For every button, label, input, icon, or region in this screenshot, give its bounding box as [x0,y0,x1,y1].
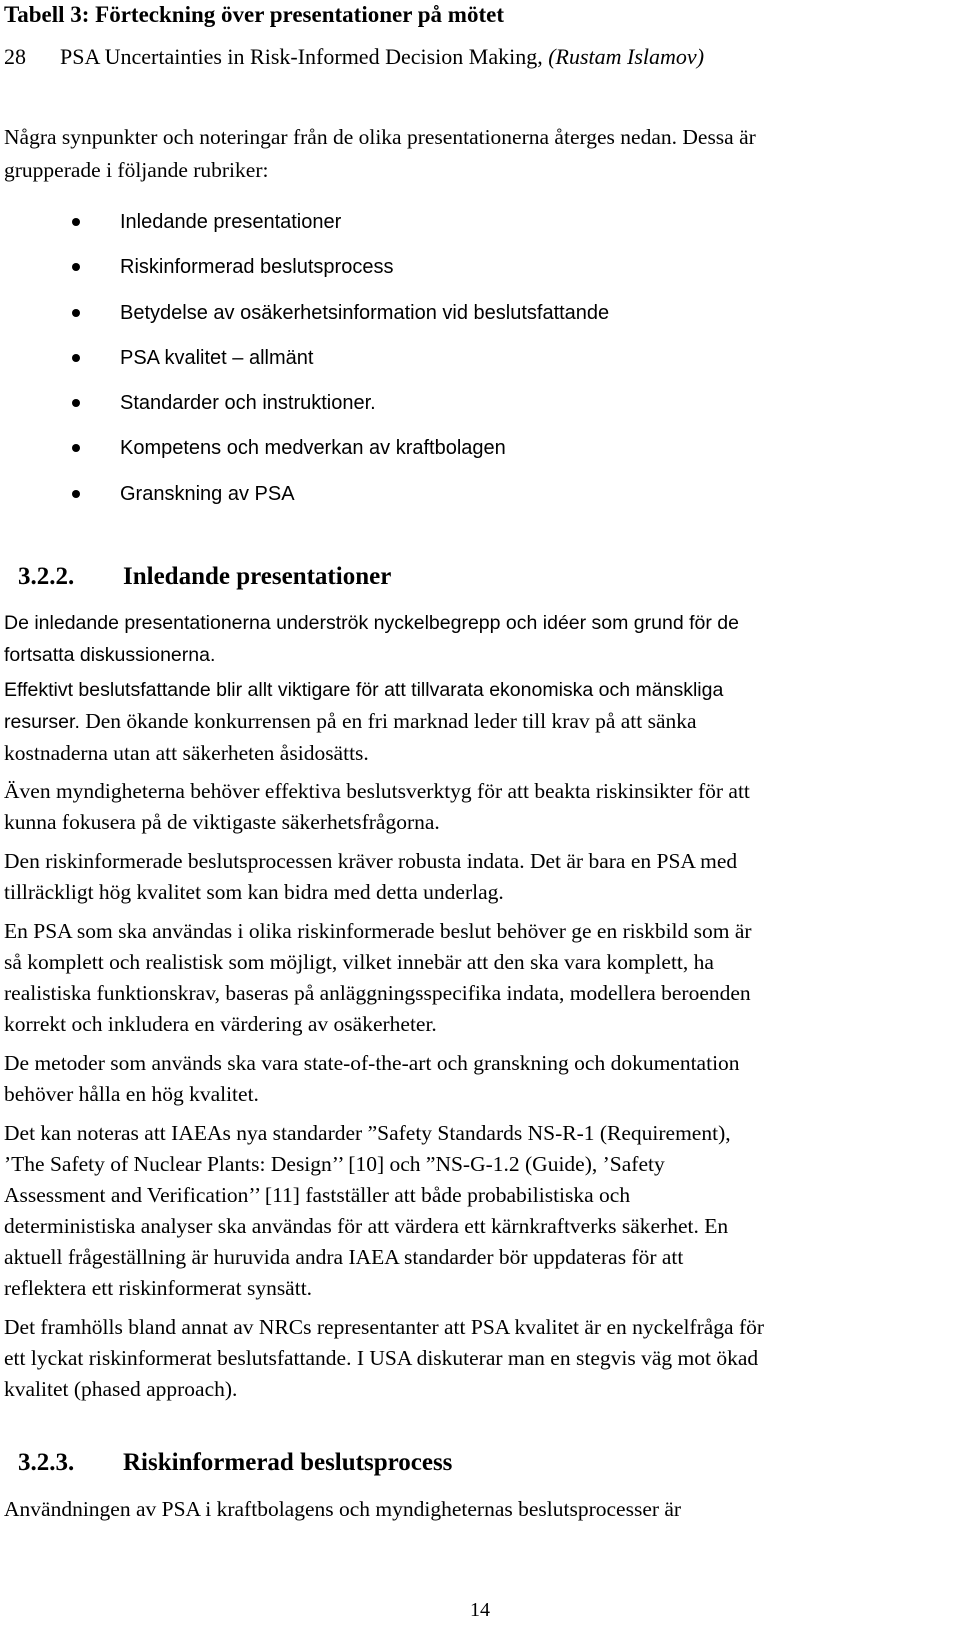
paragraph-line: reflektera ett riskinformerat synsätt. [4,1276,313,1300]
paragraph-line: ’The Safety of Nuclear Plants: Design’’ [10] och ”NS-G-1.2 (Guide), ’Safety [4,1152,665,1176]
paragraph-line: Även myndigheterna behöver effektiva beslutsverktyg för att beakta riskinsikter för att [4,779,750,803]
bullet-icon [72,309,80,317]
paragraph-line: De inledande presentationerna underströk nyckelbegrepp och idéer som grund för de [4,612,739,634]
paragraph-line: Användningen av PSA i kraftbolagens och myndigheternas beslutsprocesser är [4,1497,682,1521]
section-heading-323 [18,1447,918,1479]
bullet-icon [72,490,80,498]
paragraph-line: deterministiska analyser ska användas för att värdera ett kärnkraftverks säkerhet. En [4,1214,729,1238]
paragraph-line: En PSA som ska användas i olika riskinformerade beslut behöver ge en riskbild som är [4,919,752,943]
paragraph-line: ett lyckat riskinformerat beslutsfattande. I USA diskuterar man en stegvis väg mot ökad [4,1346,759,1370]
intro-line-2: grupperade i följande rubriker: [4,158,269,182]
paragraph-line: Effektivt beslutsfattande blir allt viktigare för att tillvarata ekonomiska och mänskliga [4,679,724,701]
paragraph-line: korrekt och inkludera en värdering av osäkerheter. [4,1012,437,1036]
paragraph-line: Assessment and Verification’’ [11] fastställer att både probabilistiska och [4,1183,631,1207]
paragraph-line: Det framhölls bland annat av NRCs representanter att PSA kvalitet är en nyckelfråga för [4,1315,765,1339]
paragraph-line: Den riskinformerade beslutsprocessen kräver robusta indata. Det är bara en PSA med [4,849,738,873]
section-number: 3.2.2. [18,563,75,590]
paragraph-line: realistiska funktionskrav, baseras på anläggningsspecifika indata, modellera beroenden [4,981,751,1005]
presentation-title: PSA Uncertainties in Risk-Informed Decision Making, [60,44,543,69]
paragraph-line: resurser. Den ökande konkurrensen på en fri marknad leder till krav på att sänka [4,709,697,733]
paragraph-line: kostnaderna utan att säkerheten åsidosätts. [4,741,369,765]
paragraph-line: kvalitet (phased approach). [4,1377,238,1401]
bullet-icon [72,444,80,452]
document-page: Tabell 3: Förteckning över presentationer på mötet 28 PSA Uncertainties in Risk-Informed Decision Making, (Rustam Islamov) Några synpunkter och noteringar från de olika presentationerna återges nedan. Dessa är grupperade i följande rubriker: Inledande presentationer Riskinformerad beslutsprocess Betydelse av osäkerhetsinformation vid beslutsfattande PSA kvalitet – allmänt Standarder och instruktioner. Kompetens och medverkan av kraftbolagen Granskning av PSA 3.2.2. Inledande presentationer De inledande presentationerna underströk nyckelbegrepp och idéer som grund för de fortsatta diskussionerna. Effektivt beslutsfattande blir allt viktigare för att tillvarata ekonomiska och mänskliga resurser. Den ökande konkurrensen på en fri marknad leder till krav på att sänka kostnaderna utan att säkerheten åsidosätts. Även myndigheterna behöver effektiva beslutsverktyg för att beakta riskinsikter för att kunna fokusera på de viktigaste säkerhetsfrågorna. Den riskinformerade beslutsprocessen kräver robusta indata. Det är bara en PSA med tillräckligt hög kvalitet som kan bidra med detta underlag. En PSA som ska användas i olika riskinformerade beslut behöver ge en riskbild som är så komplett och realistisk som möjligt, vilket innebär att den ska vara komplett, ha realistiska funktionskrav, baseras på anläggningsspecifika indata, modellera beroenden korrekt och inkludera en värdering av osäkerheter. De metoder som används ska vara state-of-the-art och granskning och dokumentation behöver hålla en hög kvalitet. Det kan noteras att IAEAs nya standarder ”Safety Standards NS-R-1 (Requirement), ’The Safety of Nuclear Plants: Design’’ [10] och ”NS-G-1.2 (Guide), ’Safety Assessment and Verification’’ [11] fastställer att både probabilistiska och deterministiska analyser ska användas för att värdera ett kärnkraftverks säkerhet. En aktuell frågeställning är huruvida andra IAEA standarder bör uppdateras för att reflektera ett riskinformerat synsätt. Det framhölls bland annat av NRCs representanter att PSA kvalitet är en nyckelfråga för ett lyckat riskinformerat beslutsfattande. I USA diskuterar man en stegvis väg mot ökad kvalitet (phased approach). 3.2.3. Riskinformerad beslutsprocess Användningen av PSA i kraftbolagens och myndigheternas beslutsprocesser är 14 [0,0,960,1639]
bullet-icon [72,263,80,271]
paragraph-line: Det kan noteras att IAEAs nya standarder ”Safety Standards NS-R-1 (Requirement), [4,1121,731,1145]
bullet-icon [72,354,80,362]
section-heading-322 [18,561,918,593]
section-number: 3.2.3. [18,1449,75,1476]
page-number: 14 [470,1599,490,1621]
paragraph-line: behöver hålla en hög kvalitet. [4,1082,259,1106]
table-row-number: 28 [4,44,26,69]
intro-line-1: Några synpunkter och noteringar från de olika presentationerna återges nedan. Dessa är [4,125,756,149]
paragraph-line: så komplett och realistisk som möjligt, vilket innebär att den ska vara komplett, ha [4,950,714,974]
section-title: Riskinformerad beslutsprocess [123,1449,453,1476]
presentation-author: (Rustam Islamov) [548,44,705,69]
paragraph-line: kunna fokusera på de viktigaste säkerhetsfrågorna. [4,810,440,834]
paragraph-line: aktuell frågeställning är huruvida andra IAEA standarder bör uppdateras för att [4,1245,684,1269]
bullet-icon [72,399,80,407]
section-title: Inledande presentationer [123,563,392,590]
table-row-title [60,42,704,72]
paragraph-line: tillräckligt hög kvalitet som kan bidra med detta underlag. [4,880,504,904]
paragraph-line: fortsatta diskussionerna. [4,644,216,666]
paragraph-line: De metoder som används ska vara state-of-the-art och granskning och dokumentation [4,1051,740,1075]
table-caption: Tabell 3: Förteckning över presentationer på mötet [4,2,504,27]
bullet-icon [72,218,80,226]
